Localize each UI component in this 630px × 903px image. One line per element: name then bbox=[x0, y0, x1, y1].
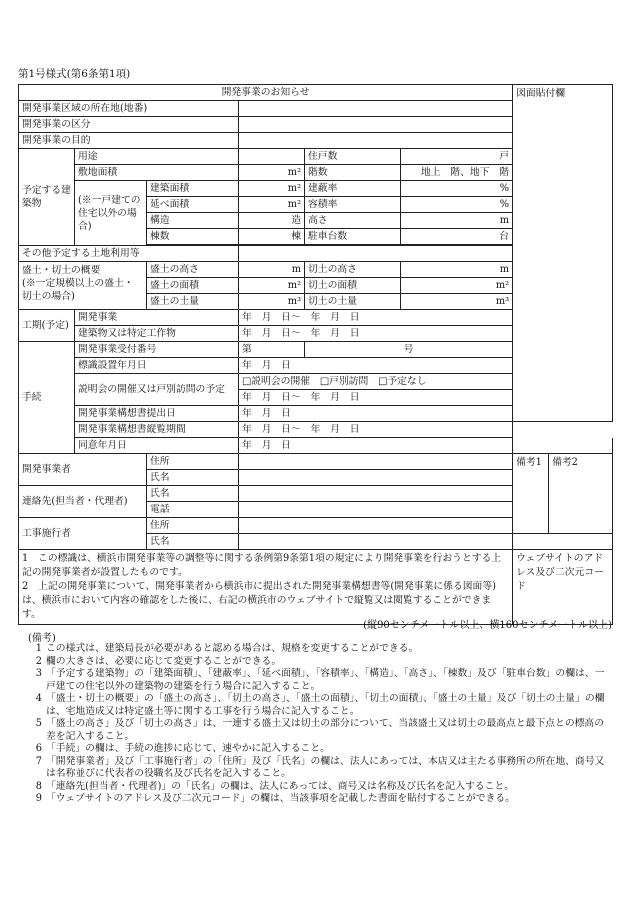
biko-note: 5 「盛土の高さ」及び「切土の高さ」は、一連する盛土又は切土の部分について、当該盛土又は切土の最高点と最下点との標高の差を記入すること。 bbox=[35, 718, 605, 742]
single-house-note: (※一戸建ての住宅以外の場合) bbox=[75, 181, 147, 246]
purpose-label: 開発事業の目的 bbox=[19, 133, 239, 149]
purpose-field[interactable] bbox=[239, 133, 513, 149]
location-label: 開発事業区域の所在地(地番) bbox=[19, 101, 239, 117]
use-field[interactable] bbox=[239, 149, 305, 165]
parking-unit: 台 bbox=[401, 229, 513, 245]
height-unit: m bbox=[401, 213, 513, 229]
other-use-label: その他予定する土地利用等 bbox=[19, 246, 239, 262]
site-area-label: 敷地面積 bbox=[75, 165, 239, 181]
biko-note: 9 「ウェブサイトのアドレス及び二次元コード」の欄は、当該事項を記載した書面を貼付することができる。 bbox=[35, 793, 515, 804]
form-title: 開発事業のお知らせ bbox=[19, 85, 513, 101]
fill-height-unit: m bbox=[239, 262, 305, 278]
cut-height-unit: m bbox=[401, 262, 513, 278]
location-field[interactable] bbox=[239, 101, 513, 117]
earth-summary-title: 盛土・切土の概要 bbox=[22, 265, 101, 276]
far-unit: % bbox=[401, 197, 513, 213]
website-label: ウェブサイトのアドレス及び二次元コード bbox=[513, 550, 613, 625]
far-label: 容積率 bbox=[305, 197, 401, 213]
structure-label: 構造 bbox=[147, 213, 239, 229]
sign-notes bbox=[19, 550, 513, 625]
notice-form-table bbox=[18, 84, 613, 625]
period-dev-label: 開発事業 bbox=[75, 310, 239, 326]
size-note: (縦90センチメートル以上、横160センチメートル以上) bbox=[363, 620, 612, 631]
sign-note-2: 2 上記の開発事業について、開発事業者から横浜市に提出された開発事業構想書等(開発事業に係る図面等)は、横浜市において内容の確認をした後に、右記の横浜市のウェブサイトで縦覧又は閲覧することができます。 bbox=[22, 581, 496, 620]
planned-building-label: 予定する建築物 bbox=[19, 149, 75, 246]
fill-area-label: 盛土の面積 bbox=[147, 278, 239, 294]
contact-name-field[interactable] bbox=[239, 486, 513, 502]
concept-view-dates[interactable]: 年 月 日～ 年 月 日 bbox=[239, 422, 513, 438]
receipt-no-prefix: 第 bbox=[239, 342, 305, 358]
contact-phone-label: 電話 bbox=[147, 502, 239, 518]
biko-note: 1 この様式は、建築局長が必要があると認める場合は、規格を変更することができる。 bbox=[35, 643, 419, 654]
consent-date-label: 同意年月日 bbox=[75, 438, 239, 454]
contractor-address-field[interactable] bbox=[239, 518, 513, 534]
briefing-label: 説明会の開催又は戸別訪問の予定 bbox=[75, 374, 239, 406]
sign-date-field[interactable]: 年 月 日 bbox=[239, 358, 513, 374]
developer-name-label: 氏名 bbox=[147, 470, 239, 486]
developer-address-field[interactable] bbox=[239, 454, 513, 470]
contractor-name-label: 氏名 bbox=[147, 534, 239, 550]
cut-area-label: 切土の面積 bbox=[305, 278, 401, 294]
coverage-unit: % bbox=[401, 181, 513, 197]
biko-note: 8 「連絡先(担当者・代理者)」の「氏名」の欄は、法人にあっては、商号又は名称及び氏名を記入すること。 bbox=[35, 780, 514, 792]
briefing-options[interactable]: □説明会の開催 □戸別訪問 □予定なし bbox=[239, 374, 513, 390]
consent-date-field[interactable]: 年 月 日 bbox=[239, 438, 513, 454]
contact-phone-field[interactable] bbox=[239, 502, 513, 518]
parking-label: 駐車台数 bbox=[305, 229, 401, 245]
building-count-label: 棟数 bbox=[147, 229, 239, 245]
biko-note: 3 「予定する建築物」の「建築面積」、「建蔽率」、「延べ面積」、「容積率」、「構造」、「高さ」、「棟数」及び「駐車台数」の欄は、一戸建ての住宅以外の建築物の建築を行う場合に記入すること。 bbox=[35, 668, 605, 692]
fill-volume-unit: m³ bbox=[239, 294, 305, 310]
category-label: 開発事業の区分 bbox=[19, 117, 239, 133]
contractor-address-label: 住所 bbox=[147, 518, 239, 534]
figure-area-label: 図面貼付欄 bbox=[513, 85, 613, 422]
contact-label: 連絡先(担当者・代理者) bbox=[19, 486, 147, 518]
fill-height-label: 盛土の高さ bbox=[147, 262, 239, 278]
developer-address-label: 住所 bbox=[147, 454, 239, 470]
remark2-label: 備考2 bbox=[549, 454, 613, 534]
coverage-label: 建蔽率 bbox=[305, 181, 401, 197]
site-area-unit: m² bbox=[239, 165, 305, 181]
period-dev-dates[interactable]: 年 月 日～ 年 月 日 bbox=[239, 310, 513, 326]
households-label: 住戸数 bbox=[305, 149, 401, 165]
other-use-field[interactable] bbox=[239, 246, 513, 262]
contractor-label: 工事施行者 bbox=[19, 518, 147, 550]
building-area-label: 建築面積 bbox=[147, 181, 239, 197]
biko-note: 6 「手続」の欄は、手続の進捗に応じて、速やかに記入すること。 bbox=[35, 743, 330, 754]
receipt-no-label: 開発事業受付番号 bbox=[75, 342, 239, 358]
developer-label: 開発事業者 bbox=[19, 454, 147, 486]
floor-area-unit: m² bbox=[239, 197, 305, 213]
sign-date-label: 標識設置年月日 bbox=[75, 358, 239, 374]
sign-note-1: 1 この標識は、横浜市開発事業等の調整等に関する条例第9条第1項の規定により開発事業を行おうとする上記の開発事業者が設置したものです。 bbox=[22, 553, 502, 578]
period-label: 工期(予定) bbox=[19, 310, 75, 342]
fill-volume-label: 盛土の土量 bbox=[147, 294, 239, 310]
cut-area-unit: m² bbox=[401, 278, 513, 294]
use-label: 用途 bbox=[75, 149, 239, 165]
height-label: 高さ bbox=[305, 213, 401, 229]
developer-name-field[interactable] bbox=[239, 470, 513, 486]
period-building-dates[interactable]: 年 月 日～ 年 月 日 bbox=[239, 326, 513, 342]
concept-view-label: 開発事業構想書縦覧期間 bbox=[75, 422, 239, 438]
households-unit: 戸 bbox=[401, 149, 513, 165]
contractor-name-field[interactable] bbox=[239, 534, 513, 550]
biko-note: 2 欄の大きさは、必要に応じて変更することができる。 bbox=[35, 655, 282, 667]
contact-name-label: 氏名 bbox=[147, 486, 239, 502]
biko-note: 7 「開発事業者」及び「工事施行者」の「住所」及び「氏名」の欄は、法人にあっては、本店又は主たる事務所の所在地、商号又は名称並びに代表者の役職名及び氏名を記入すること。 bbox=[35, 755, 605, 779]
biko-note: 4 「盛土・切土の概要」の「盛土の高さ」、「切土の高さ」、「盛土の面積」、「切土の面積」、「盛土の土量」及び「切土の土量」の欄は、宅地造成又は特定盛土等に関する工事を行う場合に記入すること。 bbox=[35, 693, 605, 717]
fill-area-unit: m² bbox=[239, 278, 305, 294]
cut-height-label: 切土の高さ bbox=[305, 262, 401, 278]
biko-notes bbox=[30, 643, 612, 806]
building-count-unit: 棟 bbox=[239, 229, 305, 245]
concept-submit-date[interactable]: 年 月 日 bbox=[239, 406, 513, 422]
concept-submit-label: 開発事業構想書提出日 bbox=[75, 406, 239, 422]
biko-label: (備考) bbox=[28, 633, 56, 644]
briefing-dates[interactable]: 年 月 日～ 年 月 日 bbox=[239, 390, 513, 406]
remark1-label: 備考1 bbox=[513, 454, 549, 534]
earth-summary-note: (※一定規模以上の盛土・切土の場合) bbox=[22, 278, 134, 302]
floor-area-label: 延べ面積 bbox=[147, 197, 239, 213]
period-building-label: 建築物又は特定工作物 bbox=[75, 326, 239, 342]
cut-volume-label: 切土の土量 bbox=[305, 294, 401, 310]
building-area-unit: m² bbox=[239, 181, 305, 197]
category-field[interactable] bbox=[239, 117, 513, 133]
receipt-no-suffix: 号 bbox=[305, 342, 513, 358]
form-number: 第1号様式(第6条第1項) bbox=[18, 68, 131, 80]
cut-volume-unit: m³ bbox=[401, 294, 513, 310]
structure-unit: 造 bbox=[239, 213, 305, 229]
procedure-label: 手続 bbox=[19, 342, 75, 454]
earth-summary-label bbox=[19, 262, 147, 310]
floors-label: 階数 bbox=[305, 165, 401, 181]
floors-unit: 地上 階、地下 階 bbox=[401, 165, 513, 181]
